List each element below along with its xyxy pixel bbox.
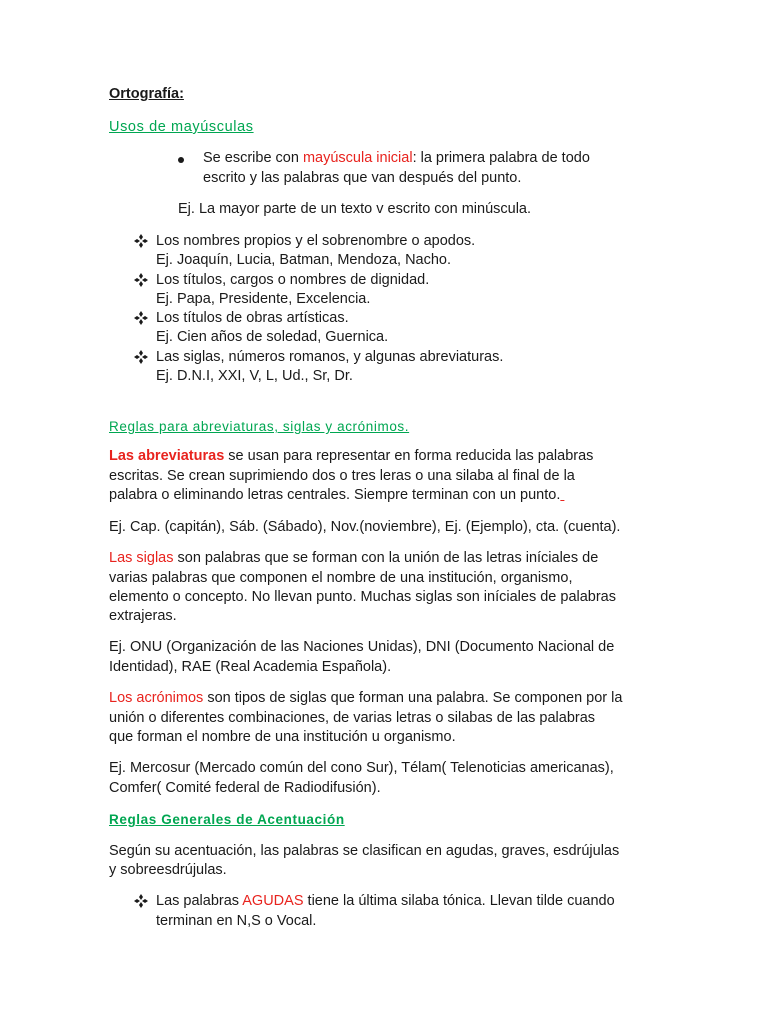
example-text: Ej. La mayor parte de un texto v escrito con minúscula. [178,201,532,217]
list-item-text: Los títulos de obras artísticas. [156,310,349,326]
bullet-line-1: Se escribe con mayúscula inicial: la primera palabra de todo [203,150,590,166]
siglas-line-3: elemento o concepto. No llevan punto. Muchas siglas son iníciales de palabras [109,589,616,605]
doc-title: Ortografía: [109,86,184,102]
siglas-line-4: extrajeras. [109,608,177,624]
abrev-line-2: escritas. Se crean suprimiendo dos o tres leras o una silaba al final de la [109,468,575,484]
abrev-line-3: palabra o eliminando letras centrales. Siempre terminan con un punto. [109,487,561,503]
diamond-bullet-icon [134,273,148,287]
diamond-bullet-icon [134,234,148,248]
list-item-text: Los nombres propios y el sobrenombre o apodos. [156,233,476,249]
list-item-example: Ej. Joaquín, Lucia, Batman, Mendoza, Nacho. [156,252,452,268]
list-item-text: Los títulos, cargos o nombres de dignidad. [156,271,430,288]
section-heading-abreviaturas: Reglas para abreviaturas, siglas y acrónimos. [109,419,410,434]
acent-intro-2: y sobreesdrújulas. [109,862,227,878]
siglas-line-2: varias palabras que componen el nombre de una institución, organismo, [109,570,573,586]
list-item-example: Ej. D.N.I, XXI, V, L, Ud., Sr, Dr. [156,367,353,384]
acron-example-2: Comfer( Comité federal de Radiodifusión). [109,780,381,796]
acron-line-1: Los acrónimos son tipos de siglas que forman una palabra. Se componen por la [109,690,623,706]
abrev-example: Ej. Cap. (capitán), Sáb. (Sábado), Nov.(noviembre), Ej. (Ejemplo), cta. (cuenta). [109,519,621,535]
siglas-example-1: Ej. ONU (Organización de las Naciones Unidas), DNI (Documento Nacional de [109,639,615,655]
diamond-bullet-icon [134,311,148,325]
acent-intro-1: Según su acentuación, las palabras se clasifican en agudas, graves, esdrújulas [109,843,620,859]
acron-example-1: Ej. Mercosur (Mercado común del cono Sur), Télam( Telenoticias americanas), [109,760,614,776]
bullet-line-2: escrito y las palabras que van después del punto. [203,170,522,186]
list-item-example: Ej. Cien años de soledad, Guernica. [156,329,389,345]
siglas-line-1: Las siglas son palabras que se forman con la unión de las letras iníciales de [109,550,599,566]
agudas-line-1: Las palabras AGUDAS tiene la última silaba tónica. Llevan tilde cuando [156,893,615,909]
bullet-dot-icon [178,157,184,163]
acron-line-2: unión o diferentes combinaciones, de varias letras o silabas de las palabras [109,710,596,726]
abrev-line-1: Las abreviaturas se usan para representar en forma reducida las palabras [109,448,594,464]
diamond-bullet-icon [134,350,148,364]
acron-line-3: que forman el nombre de una institución u organismo. [109,729,456,745]
agudas-line-2: terminan en N,S o Vocal. [156,913,317,929]
section-heading-acentuacion: Reglas Generales de Acentuación [109,812,345,827]
section-heading-mayusculas: Usos de mayúsculas [109,119,254,135]
siglas-example-2: Identidad), RAE (Real Academia Española). [109,659,392,675]
diamond-bullet-icon [134,894,148,908]
list-item-example: Ej. Papa, Presidente, Excelencia. [156,290,371,307]
list-item-text: Las siglas, números romanos, y algunas abreviaturas. [156,348,504,365]
